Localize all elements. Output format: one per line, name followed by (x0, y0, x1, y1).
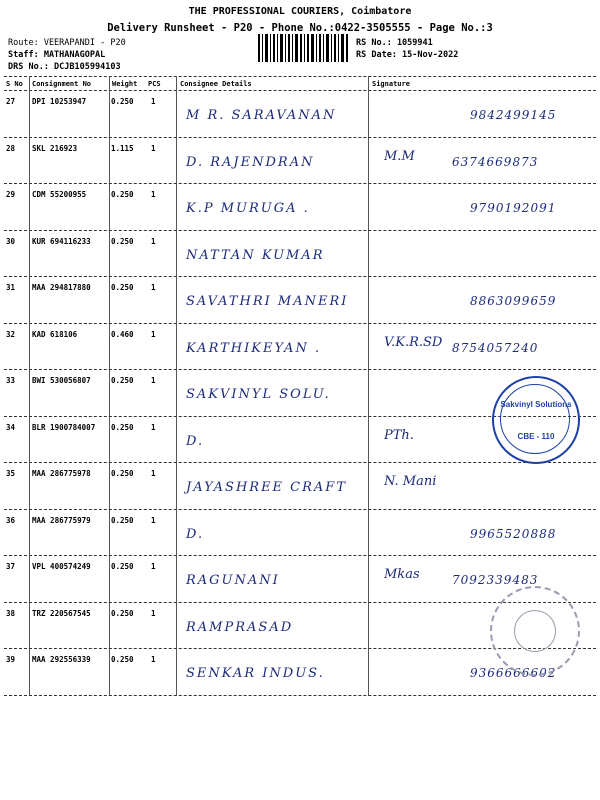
row-pcs: 1 (151, 562, 156, 571)
col-line (176, 76, 177, 696)
row-signature: N. Mani (384, 474, 437, 489)
row-sno: 32 (6, 329, 16, 339)
row-signature: Mkas (384, 567, 420, 582)
row-consignment: CDM 55200955 (32, 190, 87, 199)
row-consignment: TRZ 220567545 (32, 608, 91, 618)
row-weight: 0.250 (111, 376, 134, 385)
row-consignee-handwritten: D. (186, 433, 205, 449)
row-phone: 8754057240 (452, 340, 539, 355)
row-weight: 0.460 (111, 329, 134, 339)
row-consignee-handwritten: M R. SARAVANAN (186, 108, 337, 123)
row-sno: 36 (6, 515, 16, 525)
row-sno: 29 (6, 190, 16, 199)
row-weight: 0.250 (111, 655, 134, 664)
row-consignment: VPL 400574249 (32, 562, 91, 571)
row-sno: 34 (6, 422, 16, 432)
row-sno: 27 (6, 97, 16, 106)
row-consignee-handwritten: D. RAJENDRAN (186, 154, 315, 170)
row-phone: 9366666602 (470, 666, 557, 680)
row-phone: 8863099659 (470, 294, 557, 308)
col-line (29, 76, 30, 696)
row-weight: 0.250 (111, 562, 134, 571)
row-sno: 38 (6, 608, 16, 618)
row-pcs: 1 (151, 608, 156, 618)
col-sno: S No (6, 80, 23, 88)
row-weight: 0.250 (111, 515, 134, 525)
row-phone: 9965520888 (470, 526, 557, 541)
row-pcs: 1 (151, 515, 156, 525)
row-consignment: MAA 294817880 (32, 283, 91, 292)
row-pcs: 1 (151, 655, 156, 664)
row-sno: 39 (6, 655, 16, 664)
staff-label: Staff: MATHANAGOPAL (8, 50, 106, 60)
barcode (258, 34, 350, 62)
row-divider (4, 230, 596, 231)
header-divider (4, 76, 596, 77)
row-pcs: 1 (151, 143, 156, 153)
row-consignee-handwritten: RAGUNANI (186, 573, 280, 588)
row-divider (4, 137, 596, 138)
col-pcs: PCS (148, 80, 161, 88)
row-pcs: 1 (151, 469, 156, 478)
row-phone: 6374669873 (452, 154, 539, 169)
row-weight: 0.250 (111, 283, 134, 292)
row-pcs: 1 (151, 329, 156, 339)
row-divider (4, 183, 596, 184)
row-signature: V.K.R.SD (384, 334, 443, 350)
row-divider (4, 695, 596, 696)
col-line (368, 76, 369, 696)
row-pcs: 1 (151, 97, 156, 106)
stamp-code: CBE - 110 (517, 432, 555, 441)
row-sno: 30 (6, 236, 16, 246)
row-divider (4, 462, 596, 463)
row-weight: 0.250 (111, 422, 134, 432)
row-pcs: 1 (151, 190, 156, 199)
row-phone: 7092339483 (452, 573, 539, 587)
row-consignee-handwritten: JAYASHREE CRAFT (186, 480, 347, 495)
row-weight: 0.250 (111, 97, 134, 106)
row-consignee-handwritten: NATTAN KUMAR (186, 247, 325, 263)
row-sno: 31 (6, 283, 16, 292)
faded-stamp (490, 586, 580, 676)
row-consignment: DPI 10253947 (32, 97, 87, 106)
col-consignment: Consignment No (32, 80, 92, 88)
row-sno: 33 (6, 376, 16, 385)
row-consignment: MAA 292556339 (32, 655, 91, 664)
col-signature: Signature (372, 80, 410, 88)
row-weight: 0.250 (111, 469, 134, 478)
row-sno: 35 (6, 469, 16, 478)
row-consignment: MAA 286775978 (32, 469, 91, 478)
row-weight: 0.250 (111, 236, 134, 246)
row-divider (4, 555, 596, 556)
row-weight: 0.250 (111, 190, 134, 199)
row-consignee-handwritten: SENKAR INDUS. (186, 666, 325, 681)
row-signature: M.M (384, 148, 415, 164)
rs-number: RS No.: 1059941 (356, 38, 433, 48)
row-divider (4, 369, 596, 370)
row-sno: 28 (6, 143, 16, 153)
drs-label: DRS No.: DCJB105994103 (8, 62, 121, 72)
company-name: THE PROFESSIONAL COURIERS, Coimbatore (188, 6, 412, 17)
row-pcs: 1 (151, 283, 156, 292)
col-line (109, 76, 110, 696)
row-consignment: SKL 216923 (32, 143, 78, 153)
rs-date: RS Date: 15-Nov-2022 (356, 50, 459, 60)
company-stamp (492, 376, 580, 464)
col-consignee: Consignee Details (180, 80, 252, 88)
row-consignee-handwritten: K.P MURUGA . (186, 201, 310, 216)
row-consignment: MAA 286775979 (32, 515, 91, 525)
header-bottom-divider (4, 90, 596, 91)
row-pcs: 1 (151, 376, 156, 385)
row-weight: 1.115 (111, 143, 134, 153)
row-divider (4, 509, 596, 510)
col-weight: Weight (112, 80, 138, 88)
row-divider (4, 276, 596, 277)
stamp-name: Sakvinyl Solutions (500, 400, 572, 409)
row-consignee-handwritten: D. (186, 526, 205, 542)
row-pcs: 1 (151, 422, 156, 432)
runsheet-title: Delivery Runsheet - P20 - Phone No.:0422-3505555 - Page No.:3 (107, 22, 493, 34)
row-phone: 9842499145 (470, 108, 557, 122)
row-consignee-handwritten: KARTHIKEYAN . (186, 340, 322, 356)
row-weight: 0.250 (111, 608, 134, 618)
route-label: Route: VEERAPANDI - P20 (8, 38, 126, 48)
row-sno: 37 (6, 562, 16, 571)
row-signature: PTh. (384, 427, 414, 443)
row-divider (4, 323, 596, 324)
row-phone: 9790192091 (470, 201, 557, 215)
row-consignee-handwritten: RAMPRASAD (186, 619, 294, 635)
row-consignment: BLR 1900784007 (32, 422, 96, 432)
row-consignment: KAD 618106 (32, 329, 78, 339)
row-consignee-handwritten: SAVATHRI MANERI (186, 294, 349, 309)
row-pcs: 1 (151, 236, 156, 246)
row-consignment: KUR 694116233 (32, 236, 91, 246)
row-consignment: BWI 530056807 (32, 376, 91, 385)
row-consignee-handwritten: SAKVINYL SOLU. (186, 387, 331, 402)
